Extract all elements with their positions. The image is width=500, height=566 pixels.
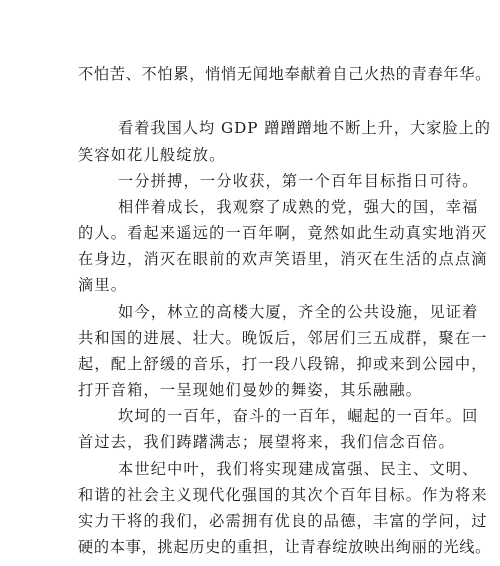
text-line: 硬的本事，挑起历史的重担，让青春绽放映出绚丽的光线。	[78, 538, 492, 556]
text-line: 如今，林立的高楼大厦，齐全的公共设施，见证着	[118, 303, 479, 321]
text-line: 相伴着成长，我观察了成熟的党，强大的国，幸福	[118, 198, 479, 216]
text-line: 实力干将的我们，必需拥有优良的品德，丰富的学问，过	[78, 512, 488, 530]
text-line: 笑容如花儿般绽放。	[78, 146, 226, 164]
text-line: 不怕苦、不怕累，悄悄无闻地奉献着自己火热的青春年华。	[78, 65, 492, 83]
text-line: 和谐的社会主义现代化强国的其次个百年目标。作为将来	[78, 486, 488, 504]
text-line: 打开音箱，一呈现她们曼妙的舞姿，其乐融融。	[78, 381, 423, 399]
text-line: 的人。看起来遥远的一百年啊，竟然如此生动真实地消灭	[78, 224, 488, 242]
text-line: 看着我国人均 GDP 蹭蹭蹭地不断上升，大家脸上的	[118, 119, 491, 137]
text-line: 共和国的进展、壮大。晚饭后，邻居们三五成群，聚在一	[78, 329, 488, 347]
text-line: 起，配上舒缓的音乐，打一段八段锦，抑或来到公园中，	[78, 355, 488, 373]
text-line: 本世纪中叶，我们将实现建成富强、民主、文明、	[118, 460, 479, 478]
text-line: 在身边，消灭在眼前的欢声笑语里，消灭在生活的点点滴	[78, 250, 488, 268]
text-line: 坎坷的一百年，奋斗的一百年，崛起的一百年。回	[118, 407, 479, 425]
text-line: 首过去，我们踌躇满志；展望将来，我们信念百倍。	[78, 433, 455, 451]
text-line: 滴里。	[78, 276, 128, 294]
text-line: 一分拼搏，一分收获，第一个百年目标指日可待。	[118, 172, 479, 190]
